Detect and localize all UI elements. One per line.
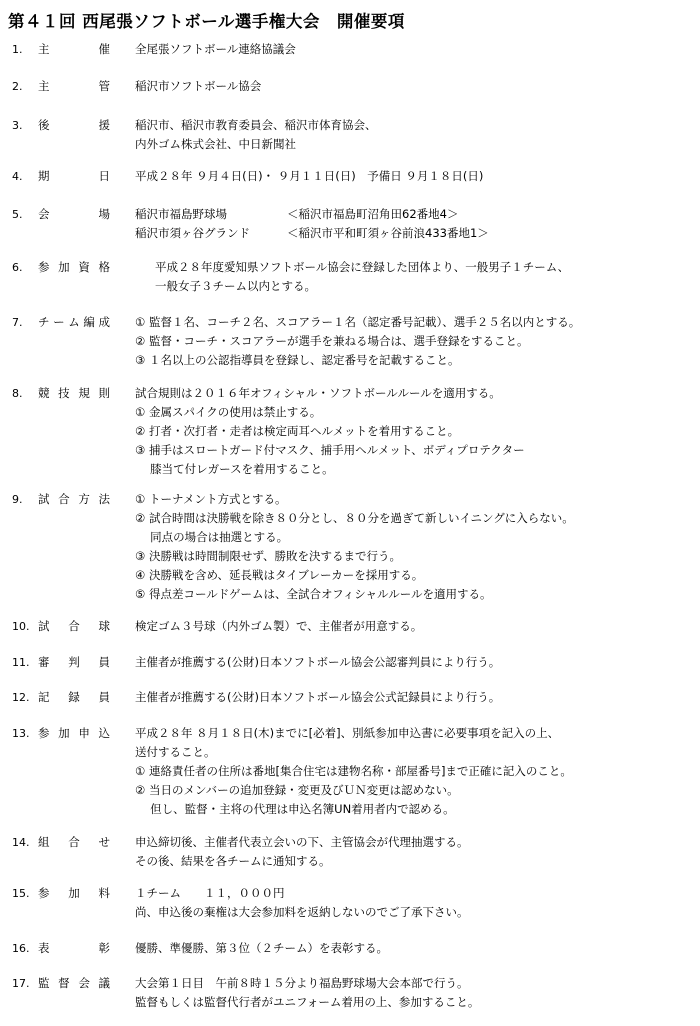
item-label-char: 場 xyxy=(98,207,110,221)
item-label-char: 編 xyxy=(83,315,95,329)
item-label xyxy=(38,617,110,636)
venue-row xyxy=(135,224,700,243)
item-text-line: ① 金属スパイクの使用は禁止する。 xyxy=(135,405,322,419)
item-number: 11. xyxy=(12,656,30,669)
item-text-line: １チーム １１，０００円 xyxy=(135,886,285,900)
item-text-line: 主催者が推薦する(公財)日本ソフトボール協会公認審判員により行う。 xyxy=(135,655,501,669)
item-text-line: 稲沢市ソフトボール協会 xyxy=(135,79,262,93)
item-text-line: ③ 決勝戦は時間制限せず、勝敗を決するまで行う。 xyxy=(135,549,402,563)
item-label-char: 記 xyxy=(38,690,50,704)
item-label-char: 会 xyxy=(78,976,90,990)
item-label-char: 判 xyxy=(68,655,80,669)
item-label xyxy=(38,724,110,743)
item-number: 6. xyxy=(12,261,23,274)
venue-address: ＜稲沢市福島町沼角田62番地4＞ xyxy=(287,207,459,221)
item-number: 7. xyxy=(12,316,23,329)
item-label-char: 格 xyxy=(98,260,110,274)
item-label-char: 催 xyxy=(98,42,110,56)
venue-name: 稲沢市福島野球場 xyxy=(135,207,227,221)
item-label-char: 球 xyxy=(98,619,110,633)
item-label xyxy=(38,490,110,509)
item-number: 2. xyxy=(12,80,23,93)
item-text-line: 平成２８年 ９月４日(日)・ ９月１１日(日) 予備日 ９月１８日(日) xyxy=(135,169,484,183)
item-label-char: 審 xyxy=(38,655,50,669)
item-text-line: 検定ゴム３号球（内外ゴム製）で、主催者が用意する。 xyxy=(135,619,423,633)
item-label-char: 期 xyxy=(38,169,50,183)
item-label-char: 後 xyxy=(38,118,50,132)
item-label-char: 加 xyxy=(58,726,70,740)
item-label-char: 員 xyxy=(98,690,110,704)
item-label-char: せ xyxy=(98,835,110,849)
item-number: 10. xyxy=(12,620,30,633)
item-label xyxy=(38,939,110,958)
item-label-char: ム xyxy=(68,315,80,329)
item-text-line: 一般女子３チーム以内とする。 xyxy=(155,279,316,293)
item-label-char: 込 xyxy=(98,726,110,740)
item-text-line: ③ 捕手はスロートガード付マスク、捕手用ヘルメット、ボディプロテクター xyxy=(135,443,525,457)
venue-name: 稲沢市須ヶ谷グランド xyxy=(135,226,250,240)
item-label xyxy=(38,833,110,852)
item-label xyxy=(38,974,110,993)
item-text-line: 申込締切後、主催者代表立会いの下、主管協会が代理抽選する。 xyxy=(135,835,469,849)
item-body xyxy=(135,724,700,819)
item-label-char: 会 xyxy=(38,207,50,221)
item-label-char: ー xyxy=(53,315,65,329)
item-label-char: 参 xyxy=(38,726,50,740)
item-label-char: 援 xyxy=(98,118,110,132)
item-label-char: 法 xyxy=(98,492,110,506)
item-text-line: ③ １名以上の公認指導員を登録し、認定番号を記載すること。 xyxy=(135,353,460,367)
item-number: 14. xyxy=(12,836,30,849)
item-body xyxy=(135,384,700,479)
item-label-char: 合 xyxy=(68,619,80,633)
item-body xyxy=(135,833,700,871)
item-label-char: 日 xyxy=(98,169,110,183)
item-label-char: 組 xyxy=(38,835,50,849)
item-text-line: 稲沢市、稲沢市教育委員会、稲沢市体育協会、 xyxy=(135,118,377,132)
item-label-char: チ xyxy=(38,315,50,329)
item-body xyxy=(135,688,700,707)
item-label-char: 督 xyxy=(58,976,70,990)
item-text-line: 試合規則は２０１６年オフィシャル・ソフトボールルールを適用する。 xyxy=(135,386,501,400)
item-label-char: 競 xyxy=(38,386,50,400)
item-label-char: 則 xyxy=(98,386,110,400)
item-number: 9. xyxy=(12,493,23,506)
item-body xyxy=(135,617,700,636)
item-text-line: 優勝、準優勝、第３位（２チーム）を表彰する。 xyxy=(135,941,388,955)
item-label xyxy=(38,313,110,332)
item-label-char: 員 xyxy=(98,655,110,669)
item-text-line: 尚、申込後の棄権は大会参加料を返納しないのでご了承下さい。 xyxy=(135,905,469,919)
item-body xyxy=(135,167,700,186)
item-label-char: 参 xyxy=(38,260,50,274)
item-label-char: 主 xyxy=(38,79,50,93)
item-label-char: 彰 xyxy=(98,941,110,955)
item-body xyxy=(135,974,700,1012)
item-label-char: 申 xyxy=(78,726,90,740)
item-body xyxy=(135,116,700,154)
item-body xyxy=(135,313,700,370)
item-body xyxy=(135,490,700,604)
item-label-char: 主 xyxy=(38,42,50,56)
item-body xyxy=(135,653,700,672)
item-label-char: 方 xyxy=(78,492,90,506)
item-text-line: 平成２８年度愛知県ソフトボール協会に登録した団体より、一般男子１チーム、 xyxy=(155,260,570,274)
item-number: 12. xyxy=(12,691,30,704)
item-text-line: ① 連絡責任者の住所は番地[集合住宅は建物名称・部屋番号]まで正確に記入のこと。 xyxy=(135,764,572,778)
item-number: 1. xyxy=(12,43,23,56)
item-text-line: 但し、監督・主将の代理は申込名簿UN着用者内で認める。 xyxy=(135,802,455,816)
item-label-char: 合 xyxy=(68,835,80,849)
item-text-line: ① 監督１名、コーチ２名、スコアラー１名（認定番号記載）、選手２５名以内とする。 xyxy=(135,315,581,329)
item-text-line: 主催者が推薦する(公財)日本ソフトボール協会公式記録員により行う。 xyxy=(135,690,501,704)
item-label xyxy=(38,116,110,135)
item-label xyxy=(38,884,110,903)
item-text-line: ④ 決勝戦を含め、延長戦はタイブレーカーを採用する。 xyxy=(135,568,424,582)
item-label-char: 試 xyxy=(38,492,50,506)
item-label xyxy=(38,688,110,707)
item-text-line: ② 監督・コーチ・スコアラーが選手を兼ねる場合は、選手登録をすること。 xyxy=(135,334,529,348)
item-number: 16. xyxy=(12,942,30,955)
item-text-line: ② 打者・次打者・走者は検定両耳ヘルメットを着用すること。 xyxy=(135,424,460,438)
item-label-char: 管 xyxy=(98,79,110,93)
item-body xyxy=(135,884,700,922)
item-label xyxy=(38,258,110,277)
item-label xyxy=(38,40,110,59)
item-number: 5. xyxy=(12,208,23,221)
item-label-char: 成 xyxy=(98,315,110,329)
item-label-char: 合 xyxy=(58,492,70,506)
item-number: 13. xyxy=(12,727,30,740)
item-text-line: 監督もしくは監督代行者がユニフォーム着用の上、参加すること。 xyxy=(135,995,480,1009)
item-number: 15. xyxy=(12,887,30,900)
item-text-line: 全尾張ソフトボール連絡協議会 xyxy=(135,42,296,56)
item-label-char: 加 xyxy=(58,260,70,274)
item-text-line: 平成２８年 ８月１８日(木)までに[必着]、別紙参加申込書に必要事項を記入の上、 xyxy=(135,726,560,740)
item-body xyxy=(135,77,700,96)
item-label-char: 録 xyxy=(68,690,80,704)
item-text-line: ② 当日のメンバーの追加登録・変更及びＵＮ変更は認めない。 xyxy=(135,783,459,797)
item-number: 4. xyxy=(12,170,23,183)
item-number: 17. xyxy=(12,977,30,990)
item-text-line: 大会第１日目 午前８時１５分より福島野球場大会本部で行う。 xyxy=(135,976,469,990)
item-label-char: 試 xyxy=(38,619,50,633)
venue-address: ＜稲沢市平和町須ヶ谷前浪433番地1＞ xyxy=(287,226,489,240)
item-label-char: 規 xyxy=(78,386,90,400)
item-text-line: 送付すること。 xyxy=(135,745,216,759)
item-label-char: 議 xyxy=(98,976,110,990)
item-label-char: 加 xyxy=(68,886,80,900)
venue-row xyxy=(135,205,700,224)
item-body xyxy=(135,40,700,59)
item-body xyxy=(135,205,700,243)
item-label-char: 参 xyxy=(38,886,50,900)
item-label-char: 表 xyxy=(38,941,50,955)
item-label-char: 資 xyxy=(78,260,90,274)
item-body xyxy=(135,939,700,958)
item-text-line: 膝当て付レガースを着用すること。 xyxy=(135,462,334,476)
item-text-line: ② 試合時間は決勝戦を除き８０分とし、８０分を過ぎて新しいイニングに入らない。 xyxy=(135,511,574,525)
item-label-char: 監 xyxy=(38,976,50,990)
item-label xyxy=(38,77,110,96)
item-label-char: 料 xyxy=(98,886,110,900)
item-text-line: その後、結果を各チームに通知する。 xyxy=(135,854,331,868)
item-text-line: ⑤ 得点差コールドゲームは、全試合オフィシャルルールを適用する。 xyxy=(135,587,492,601)
item-label-char: 技 xyxy=(58,386,70,400)
item-number: 8. xyxy=(12,387,23,400)
page-title: 第４１回 西尾張ソフトボール選手権大会 開催要項 xyxy=(8,12,405,31)
item-text-line: 同点の場合は抽選とする。 xyxy=(135,530,289,544)
item-number: 3. xyxy=(12,119,23,132)
item-label xyxy=(38,167,110,186)
item-label xyxy=(38,205,110,224)
item-label xyxy=(38,653,110,672)
item-text-line: ① トーナメント方式とする。 xyxy=(135,492,287,506)
item-body xyxy=(155,258,700,296)
item-text-line: 内外ゴム株式会社、中日新聞社 xyxy=(135,137,296,151)
item-label xyxy=(38,384,110,403)
